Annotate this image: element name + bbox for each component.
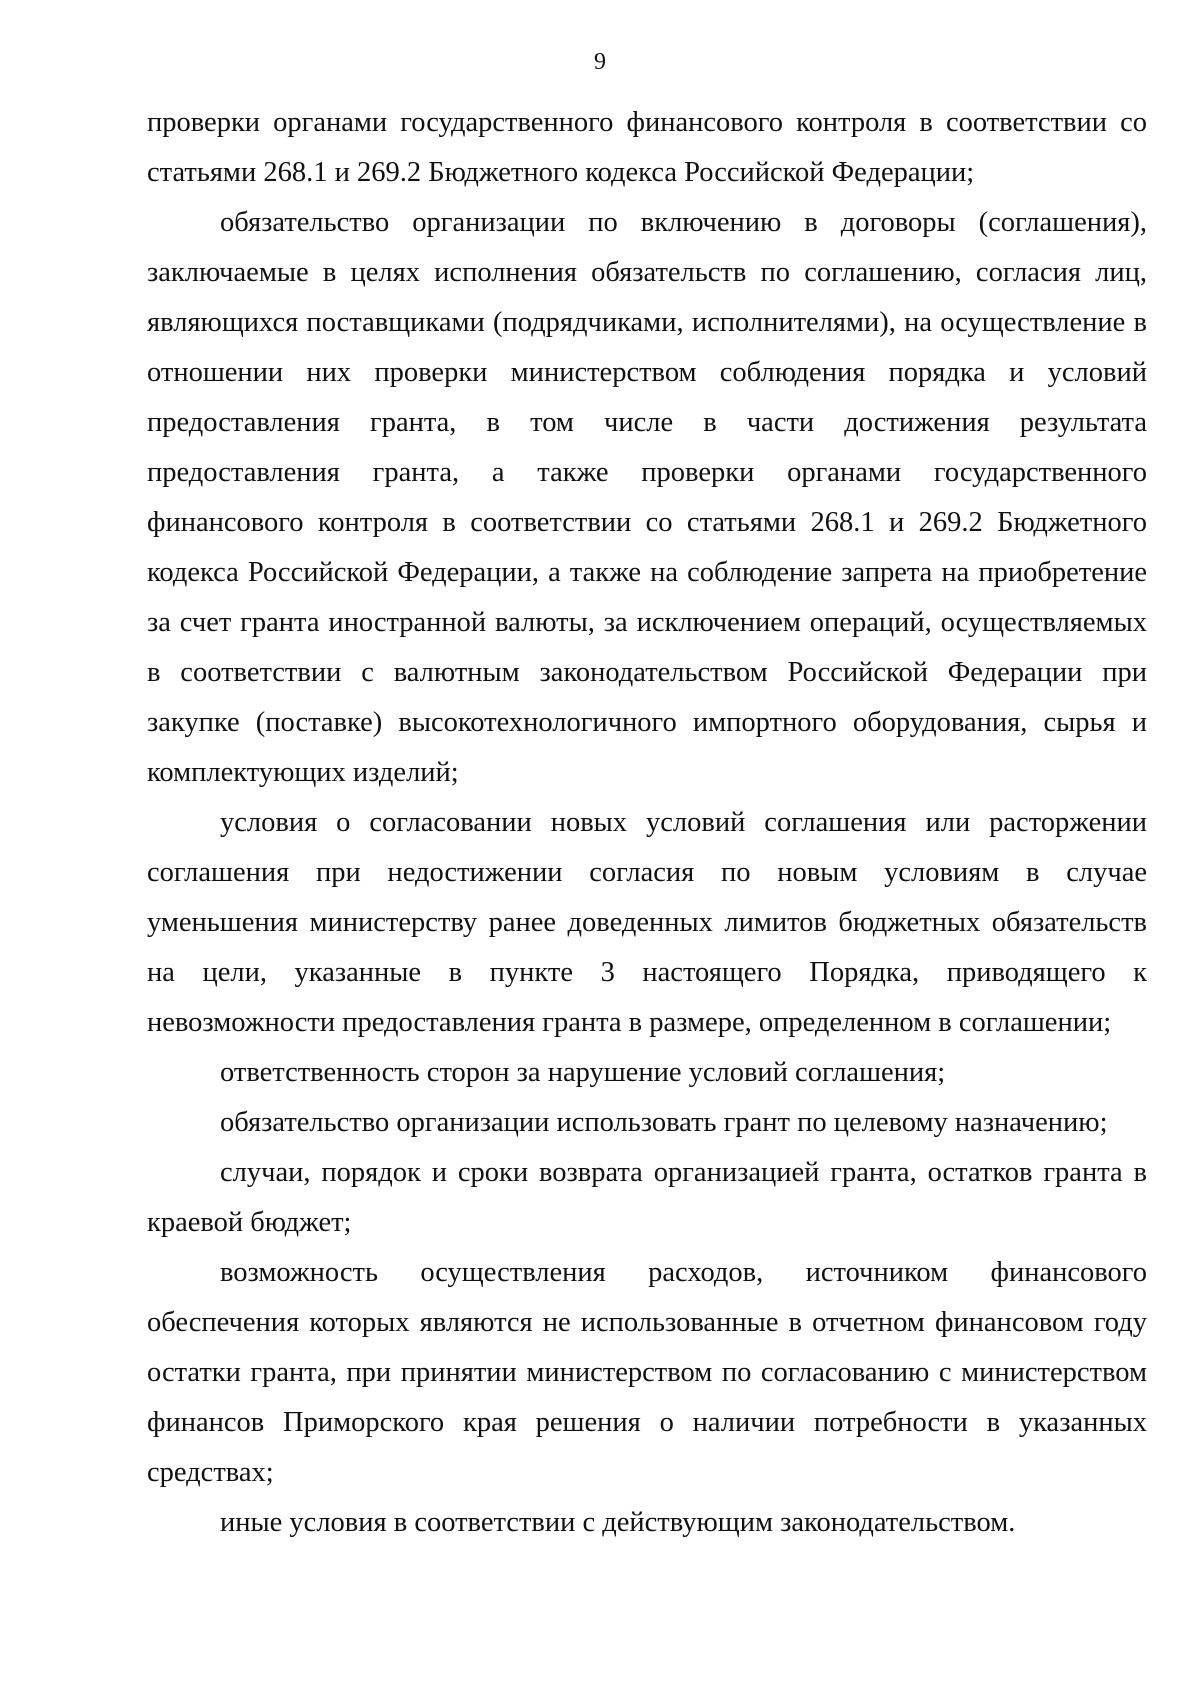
paragraph-continuation: проверки органами государственного финансового контроля в соответствии со статьями 268.1 и 269.2 Бюджетного кодекса Российской Федерации;	[147, 107, 1147, 188]
paragraph-expenses: возможность осуществления расходов, источником финансового обеспечения которых являются не использованные в отчетном финансовом году остатки гранта, при принятии министерством по согласованию с министерством финансов Приморского края решения о наличии потребности в указанных средствах;	[147, 1257, 1147, 1488]
document-body	[147, 98, 1147, 1548]
page-number: 9	[594, 49, 606, 75]
paragraph-other-conditions: иные условия в соответствии с действующим законодательством.	[220, 1507, 1016, 1538]
paragraph-agreement-conditions: условия о согласовании новых условий соглашения или расторжении соглашения при недостижении согласия по новым условиям в случае уменьшения министерству ранее доведенных лимитов бюджетных обязательств на цели, указанные в пункте 3 настоящего Порядка, приводящего к невозможности предоставления гранта в размере, определенном в соглашении;	[147, 807, 1147, 1038]
paragraph-contract-obligation: обязательство организации по включению в договоры (соглашения), заключаемые в целях исполнения обязательств по соглашению, согласия лиц, являющихся поставщиками (подрядчиками, исполнителями), на осуществление в отношении них проверки министерством соблюдения порядка и условий предоставления гранта, в том числе в части достижения результата предоставления гранта, а также проверки органами государственного финансового контроля в соответствии со статьями 268.1 и 269.2 Бюджетного кодекса Российской Федерации, а также на соблюдение запрета на приобретение за счет гранта иностранной валюты, за исключением операций, осуществляемых в соответствии с валютным законодательством Российской Федерации при закупке (поставке) высокотехнологичного импортного оборудования, сырья и комплектующих изделий;	[147, 207, 1147, 788]
paragraph-grant-usage: обязательство организации использовать грант по целевому назначению;	[220, 1107, 1108, 1138]
paragraph-responsibility: ответственность сторон за нарушение условий соглашения;	[220, 1057, 946, 1088]
paragraph-grant-return: случаи, порядок и сроки возврата организацией гранта, остатков гранта в краевой бюджет;	[147, 1157, 1147, 1238]
